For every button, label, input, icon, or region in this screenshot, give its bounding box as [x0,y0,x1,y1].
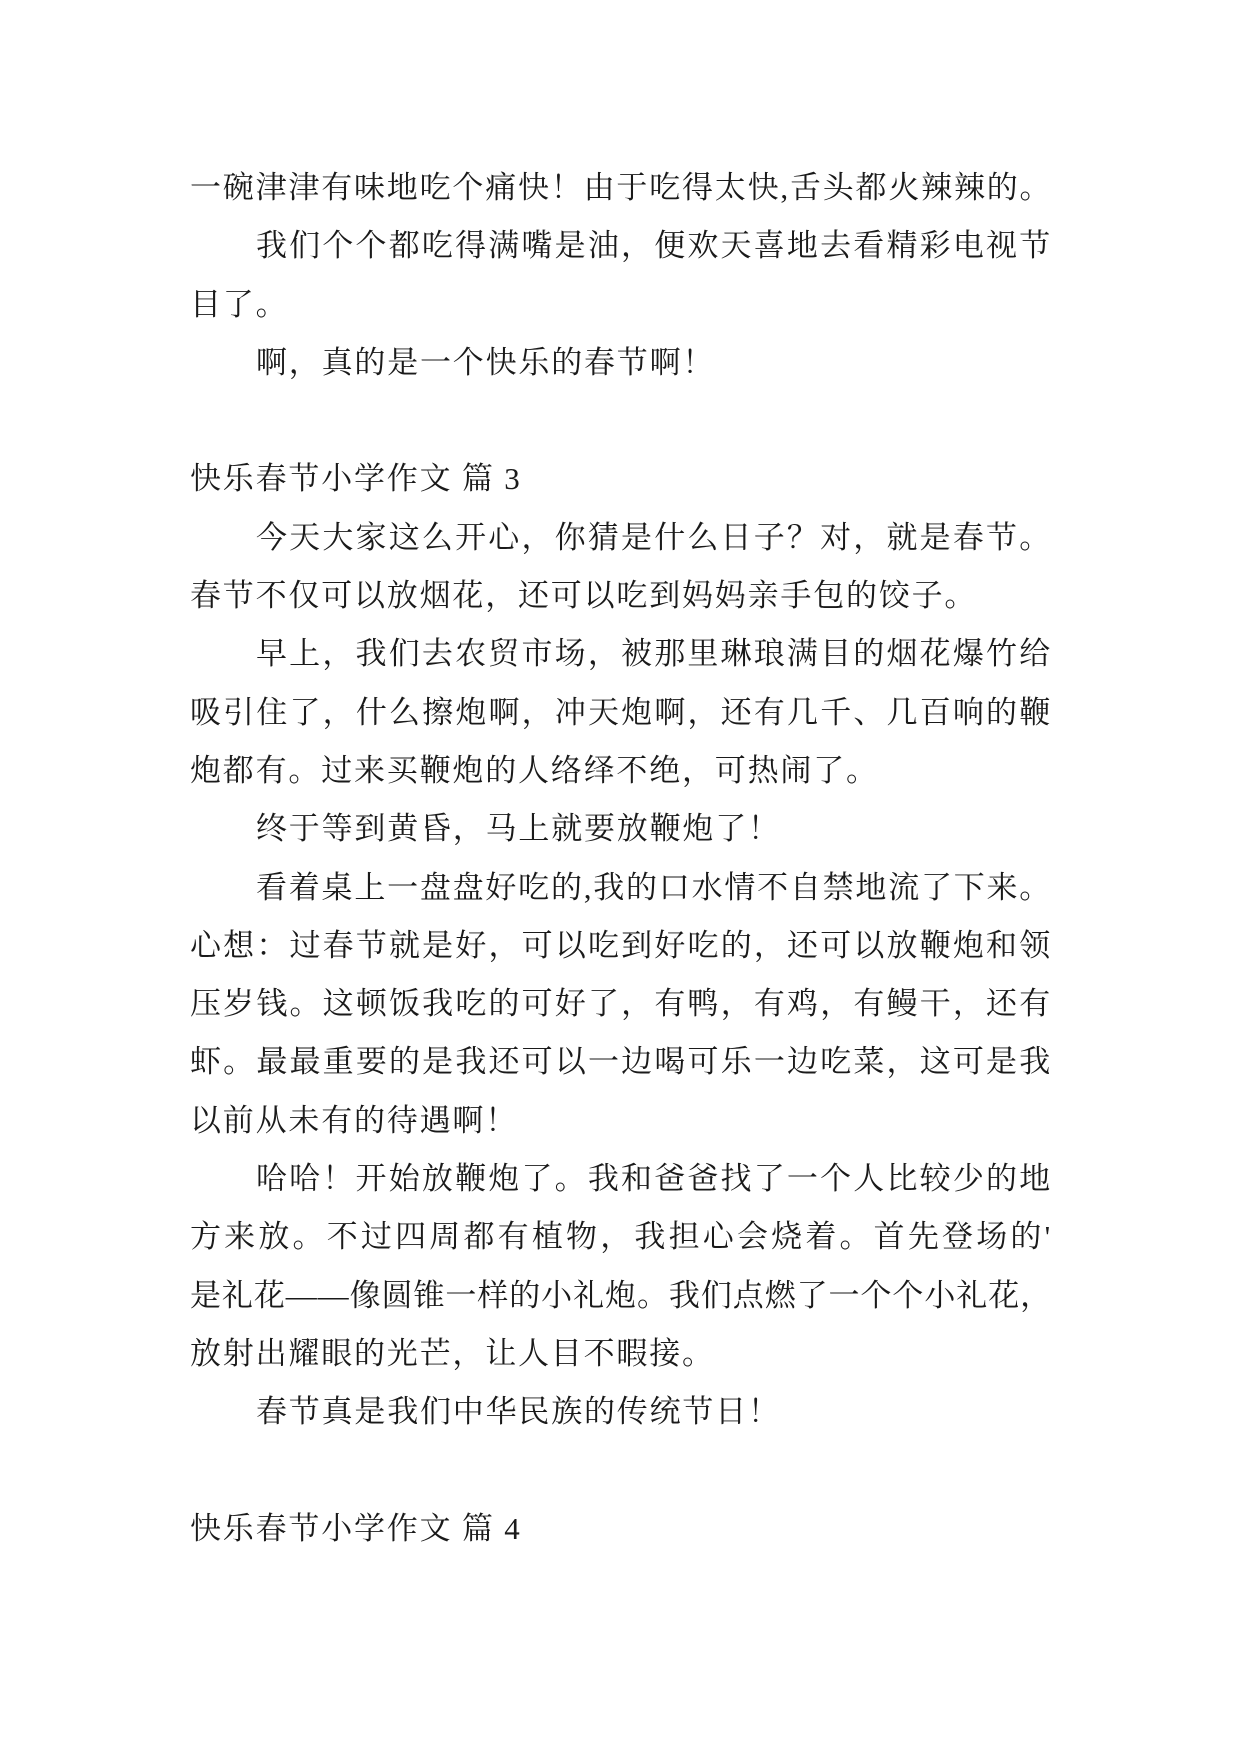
text-line: 放射出耀眼的光芒，让人目不暇接。 [190,1335,715,1371]
text-line: 啊，真的是一个快乐的春节啊！ [256,344,716,380]
paragraph [190,1150,1052,1383]
text-line: 方来放。不过四周都有植物，我担心会烧着。首先登场的' [190,1219,1052,1255]
text-line: 压岁钱。这顿饭我吃的可好了，有鸭，有鸡，有鳗干，还有 [190,986,1052,1022]
paragraph [190,859,1052,1150]
paragraph [190,217,1052,334]
section-heading: 快乐春节小学作文 篇 3 [190,461,522,497]
text-line: 心想：过春节就是好，可以吃到好吃的，还可以放鞭炮和领 [190,927,1052,963]
text-line: 目了。 [190,286,289,322]
continued-paragraph [190,159,1052,217]
text-line: 春节不仅可以放烟花，还可以吃到妈妈亲手包的饺子。 [190,578,978,614]
essay-section [190,1500,1052,1558]
essay-section [190,159,1052,392]
text-line: 是礼花——像圆锥一样的小礼炮。我们点燃了一个个小礼花， [190,1277,1052,1313]
text-line: 哈哈！开始放鞭炮了。我和爸爸找了一个人比较少的地 [256,1161,1052,1197]
text-line: 炮都有。过来买鞭炮的人络绎不绝，可热闹了。 [190,752,879,788]
paragraph [190,1383,1052,1441]
text-line: 春节真是我们中华民族的传统节日！ [256,1394,781,1430]
text-line: 以前从未有的待遇啊！ [190,1102,518,1138]
paragraph [190,334,1052,392]
text-line: 今天大家这么开心，你猜是什么日子？对，就是春节。 [256,519,1052,555]
section-heading: 快乐春节小学作文 篇 4 [190,1510,522,1546]
paragraph [190,625,1052,800]
text-line: 早上，我们去农贸市场，被那里琳琅满目的烟花爆竹给 [256,636,1052,672]
text-line: 终于等到黄昏，马上就要放鞭炮了！ [256,811,781,847]
paragraph [190,800,1052,858]
essay-section [190,450,1052,1441]
text-line: 虾。最最重要的是我还可以一边喝可乐一边吃菜，这可是我 [190,1044,1052,1080]
text-line: 一碗津津有味地吃个痛快！由于吃得太快,舌头都火辣辣的。 [190,170,1053,205]
document-page [190,159,1052,1558]
text-line: 看着桌上一盘盘好吃的,我的口水情不自禁地流了下来。 [256,869,1052,905]
paragraph [190,509,1052,626]
text-line: 吸引住了，什么擦炮啊，冲天炮啊，还有几千、几百响的鞭 [190,694,1052,730]
text-line: 我们个个都吃得满嘴是油，便欢天喜地去看精彩电视节 [256,228,1052,264]
